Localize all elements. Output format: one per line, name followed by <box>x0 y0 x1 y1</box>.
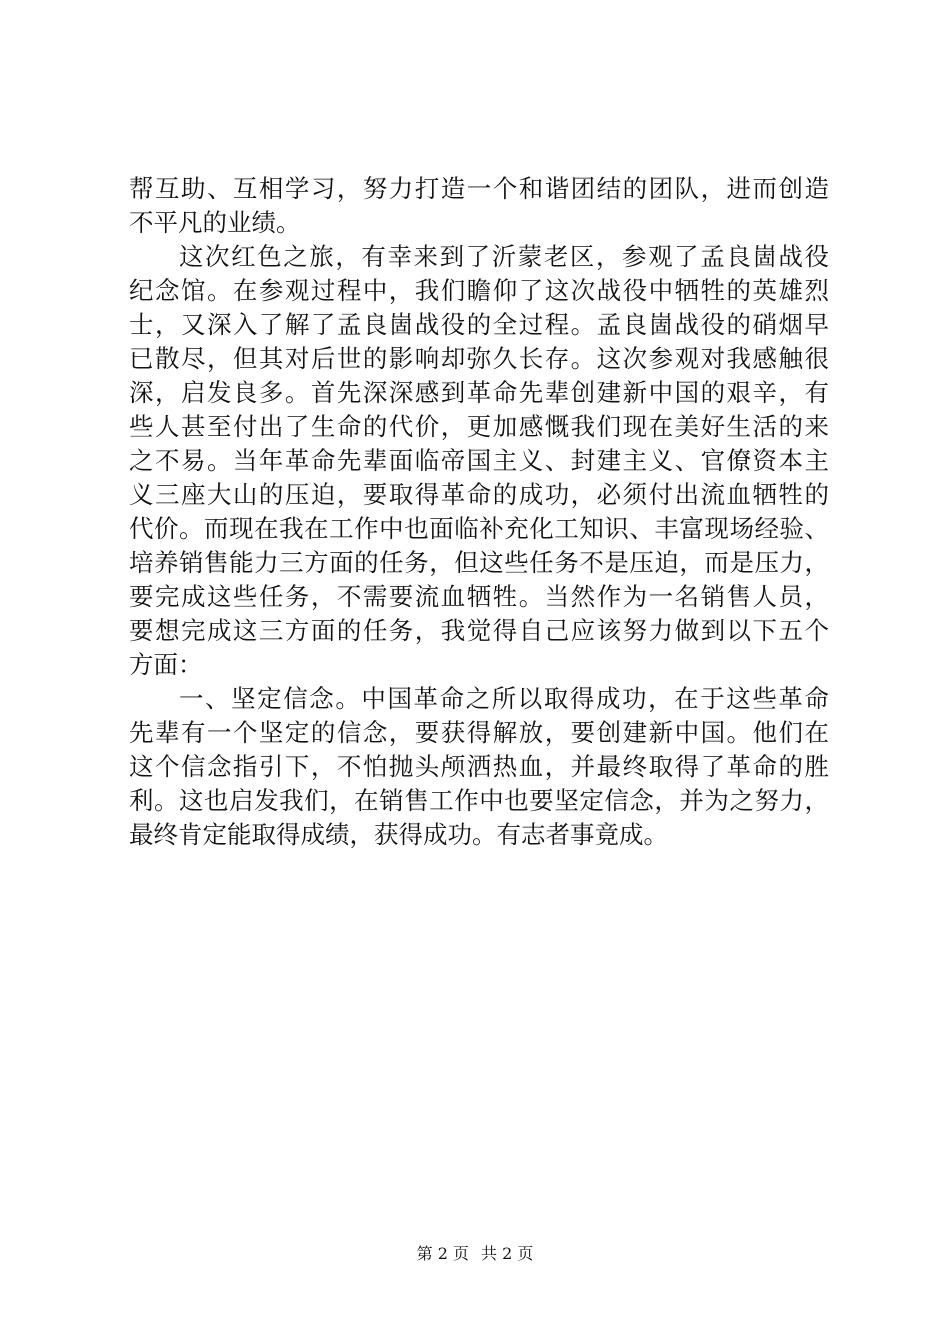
text-line: 不平凡的业绩。 <box>129 208 301 237</box>
page-number: 第 2 页 <box>416 1244 469 1263</box>
text-line: 深，启发良多。首先深深感到革命先辈创建新中国的艰辛，有 <box>129 378 829 407</box>
text-line: 这个信念指引下，不怕抛头颅洒热血，并最终取得了革命的胜 <box>129 752 829 781</box>
text-line: 已散尽，但其对后世的影响却弥久长存。这次参观对我感触很 <box>129 344 829 373</box>
text-line: 要完成这些任务，不需要流血牺牲。当然作为一名销售人员， <box>129 582 829 611</box>
text-line: 帮互助、互相学习，努力打造一个和谐团结的团队，进而创造 <box>129 174 829 203</box>
text-line: 最终肯定能取得成绩，获得成功。有志者事竟成。 <box>129 820 668 849</box>
text-line: 要想完成这三方面的任务，我觉得自己应该努力做到以下五个 <box>129 616 829 645</box>
text-line: 之不易。当年革命先辈面临帝国主义、封建主义、官僚资本主 <box>129 446 829 475</box>
page-total: 共 2 页 <box>481 1244 534 1263</box>
text-line: 利。这也启发我们，在销售工作中也要坚定信念，并为之努力， <box>129 786 829 815</box>
text-line: 纪念馆。在参观过程中，我们瞻仰了这次战役中牺牲的英雄烈 <box>129 276 829 305</box>
text-line: 代价。而现在我在工作中也面临补充化工知识、丰富现场经验、 <box>129 514 829 543</box>
page-footer <box>0 1244 950 1264</box>
text-line: 义三座大山的压迫，要取得革命的成功，必须付出流血牺牲的 <box>129 480 829 509</box>
text-line: 先辈有一个坚定的信念，要获得解放，要创建新中国。他们在 <box>129 718 829 747</box>
text-line: 这次红色之旅，有幸来到了沂蒙老区，参观了孟良崮战役 <box>179 242 829 271</box>
text-line: 一、坚定信念。中国革命之所以取得成功，在于这些革命 <box>179 684 829 713</box>
text-line: 方面： <box>129 650 203 679</box>
document-body <box>129 172 829 852</box>
text-line: 培养销售能力三方面的任务，但这些任务不是压迫，而是压力， <box>129 548 829 577</box>
text-line: 士，又深入了解了孟良崮战役的全过程。孟良崮战役的硝烟早 <box>129 310 829 339</box>
text-line: 些人甚至付出了生命的代价，更加感慨我们现在美好生活的来 <box>129 412 829 441</box>
